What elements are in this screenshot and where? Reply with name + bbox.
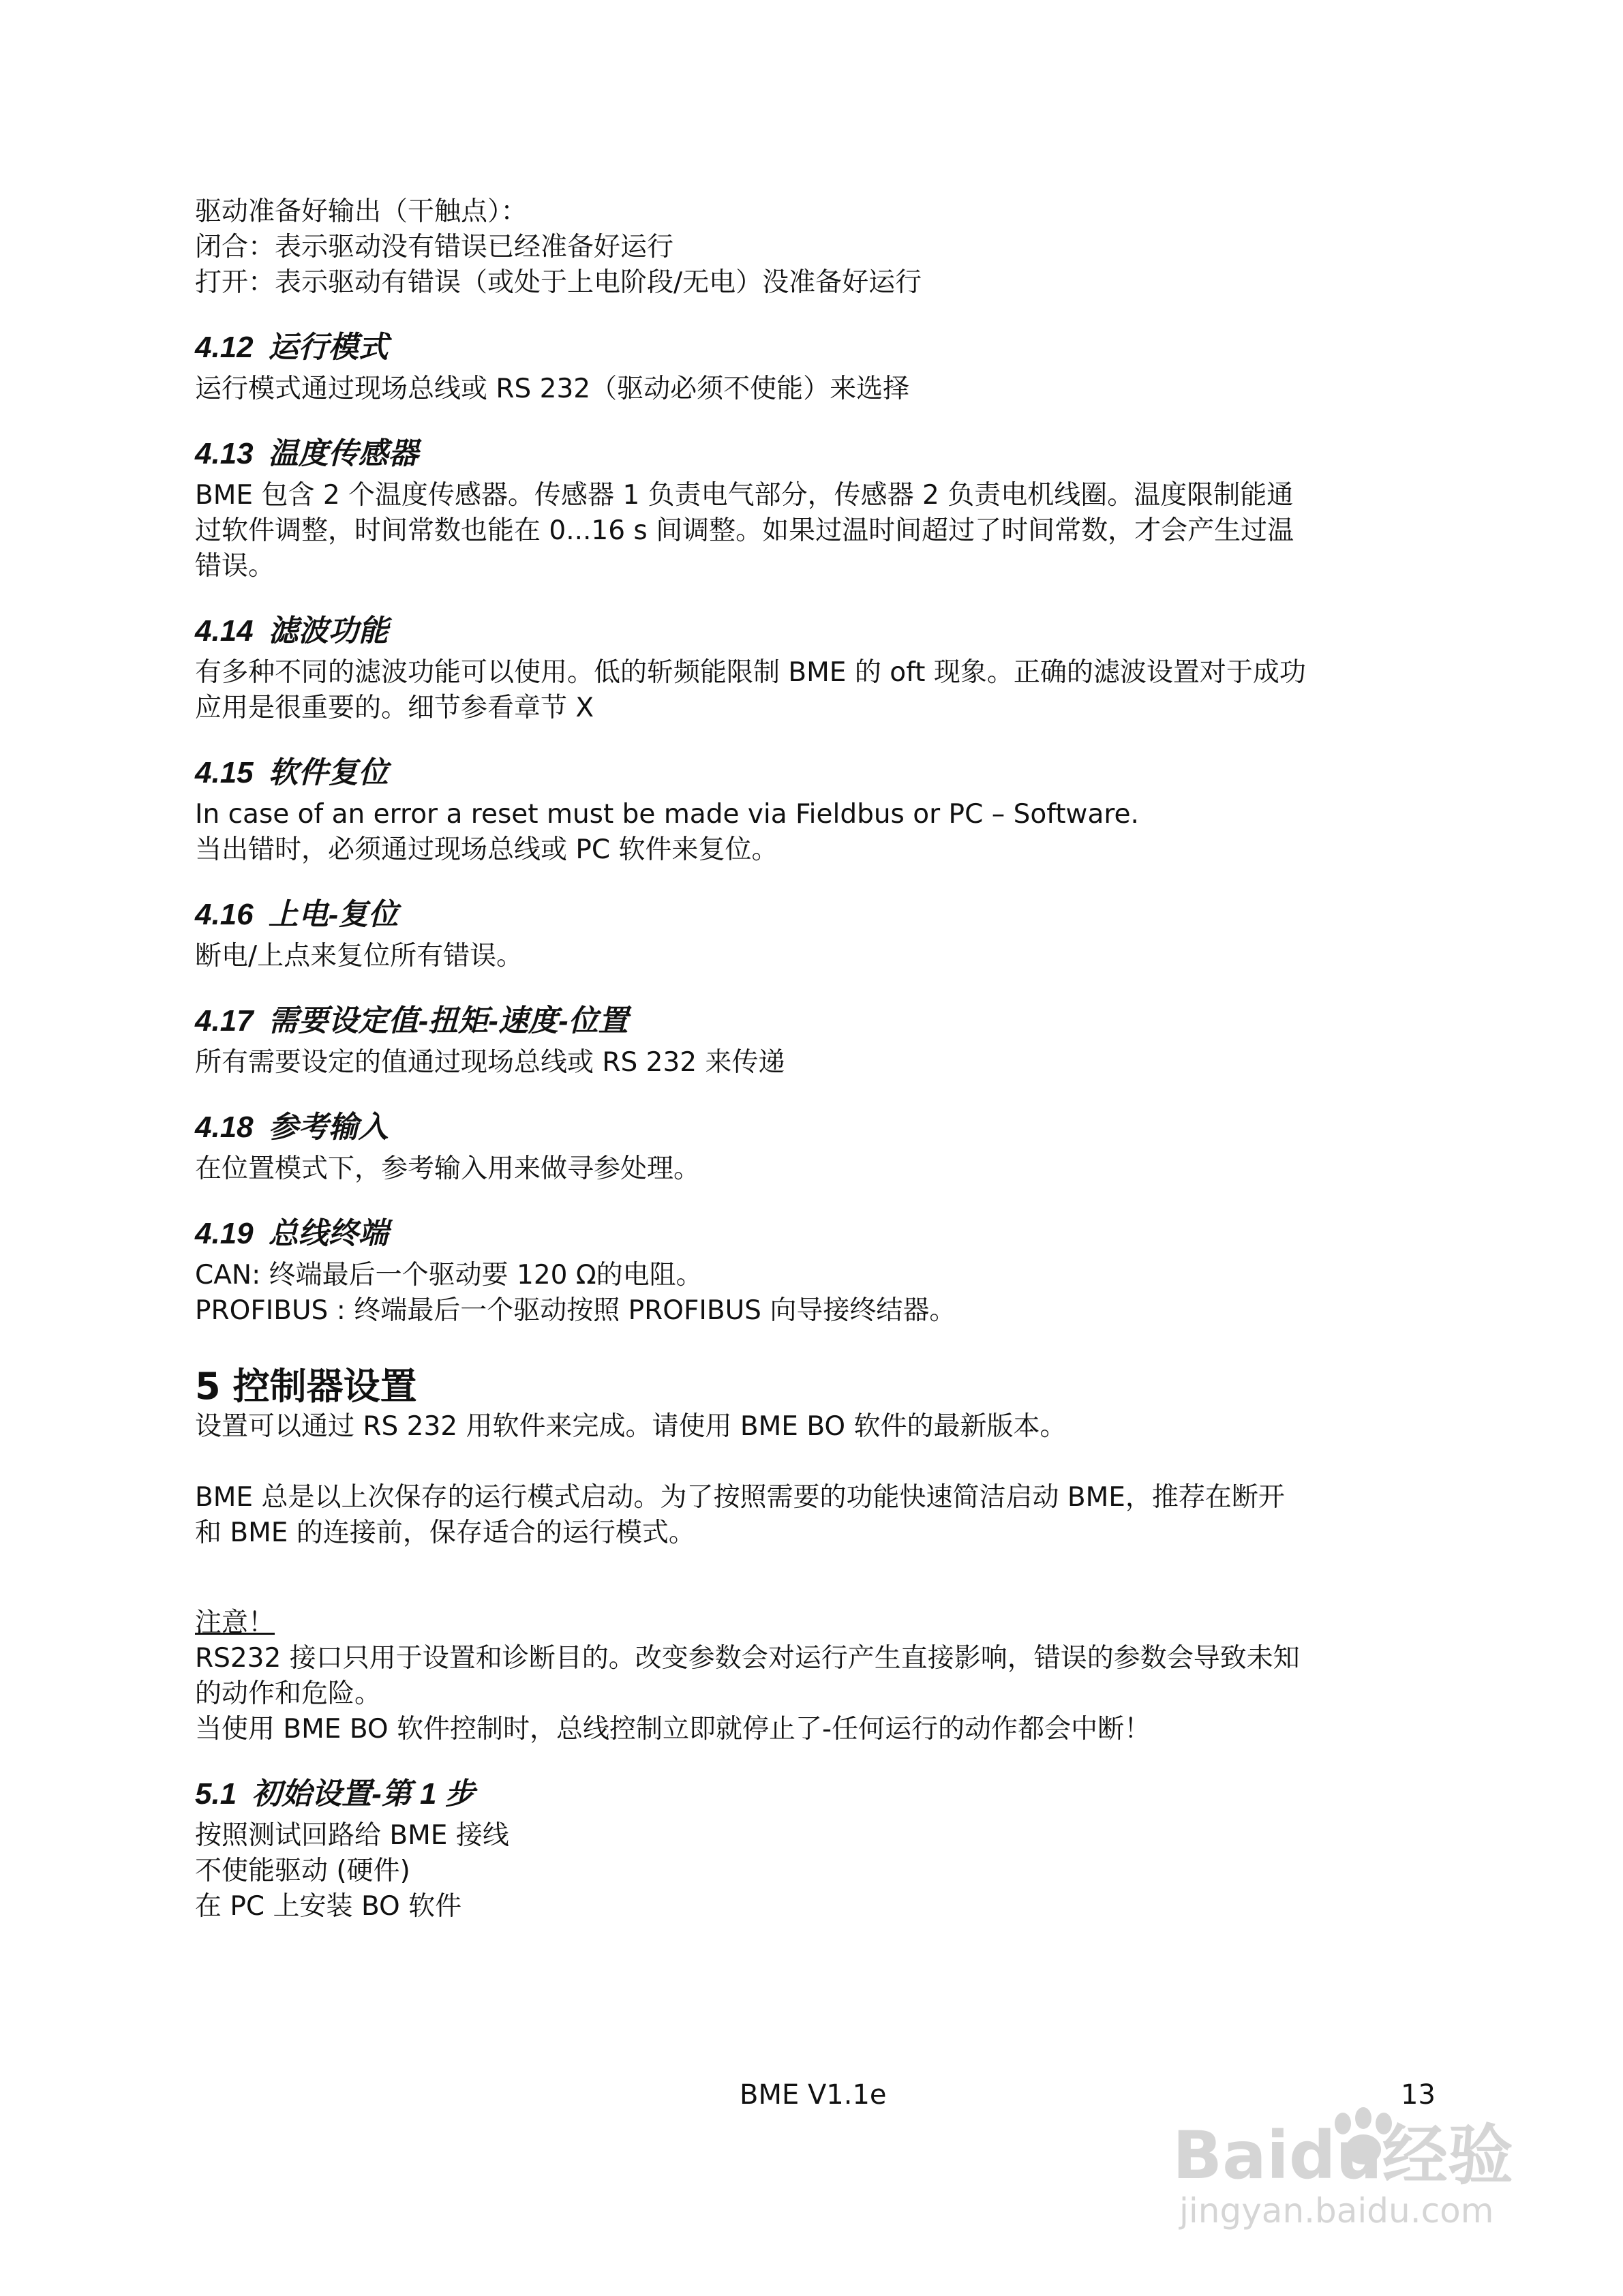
heading-4-19: 4.19 总线终端 (195, 1217, 389, 1250)
section-text: 有多种不同的滤波功能可以使用。低的斩频能限制 BME 的 oft 现象。正确的滤波设置对于成功 (195, 657, 1306, 688)
section-text: BME 包含 2 个温度传感器。传感器 1 负责电气部分，传感器 2 负责电机线圈。温度限制能通 (195, 480, 1294, 511)
footer-title: BME V1.1e (740, 2079, 887, 2111)
section-text: In case of an error a reset must be made via Fieldbus or PC – Software. (195, 799, 1139, 830)
step-text: 按照测试回路给 BME 接线 (195, 1820, 509, 1851)
section-text: 应用是很重要的。细节参看章节 X (195, 693, 594, 723)
note-label: 注意！ (195, 1607, 275, 1638)
step-text: 不使能驱动 (硬件) (195, 1856, 410, 1886)
section-text: CAN: 终端最后一个驱动要 120 Ω的电阻。 (195, 1260, 703, 1290)
intro-line: 打开：表示驱动有错误（或处于上电阶段/无电）没准备好运行 (195, 267, 922, 298)
section-text: 在位置模式下，参考输入用来做寻参处理。 (195, 1153, 701, 1184)
intro-line: 驱动准备好输出（干触点）： (195, 196, 528, 227)
page-number: 13 (1401, 2079, 1436, 2111)
section-text: 所有需要设定的值通过现场总线或 RS 232 来传递 (195, 1047, 785, 1078)
heading-4-14: 4.14 滤波功能 (195, 614, 389, 648)
intro-line: 闭合：表示驱动没有错误已经准备好运行 (195, 232, 674, 262)
section-text: 过软件调整，时间常数也能在 0...16 s 间调整。如果过温时间超过了时间常数，才会产生过温 (195, 515, 1294, 546)
heading-4-12: 4.12 运行模式 (195, 331, 389, 364)
chapter-text: 设置可以通过 RS 232 用软件来完成。请使用 BME BO 软件的最新版本。 (195, 1411, 1067, 1442)
section-text: 错误。 (195, 551, 275, 581)
note-text: 当使用 BME BO 软件控制时，总线控制立即就停止了-任何运行的动作都会中断！ (195, 1714, 1151, 1744)
baidu-watermark (1159, 2096, 1541, 2233)
section-text: 当出错时，必须通过现场总线或 PC 软件来复位。 (195, 834, 778, 865)
watermark-url: jingyan.baidu.com (1179, 2191, 1494, 2231)
heading-4-13: 4.13 温度传感器 (195, 437, 419, 470)
chapter-text: 和 BME 的连接前，保存适合的运行模式。 (195, 1517, 695, 1548)
heading-5-1: 5.1 初始设置-第 1 步 (195, 1777, 475, 1811)
heading-4-18: 4.18 参考输入 (195, 1111, 389, 1144)
page-content (195, 194, 1436, 1924)
heading-4-17: 4.17 需要设定值-扭矩-速度-位置 (195, 1004, 628, 1038)
note-text: RS232 接口只用于设置和诊断目的。改变参数会对运行产生直接影响，错误的参数会导致未知 (195, 1643, 1300, 1674)
heading-chapter-5: 5 控制器设置 (195, 1365, 417, 1408)
chapter-text: BME 总是以上次保存的运行模式启动。为了按照需要的功能快速简洁启动 BME，推荐在断开 (195, 1482, 1285, 1513)
section-text: 断电/上点来复位所有错误。 (195, 941, 524, 971)
heading-4-16: 4.16 上电-复位 (195, 898, 399, 931)
section-text: 运行模式通过现场总线或 RS 232（驱动必须不使能）来选择 (195, 374, 910, 404)
watermark-brand: Baidu经验 (1172, 2117, 1513, 2194)
step-text: 在 PC 上安装 BO 软件 (195, 1891, 462, 1922)
note-text: 的动作和危险。 (195, 1678, 382, 1709)
section-text: PROFIBUS : 终端最后一个驱动按照 PROFIBUS 向导接终结器。 (195, 1295, 956, 1326)
heading-4-15: 4.15 软件复位 (195, 756, 389, 789)
